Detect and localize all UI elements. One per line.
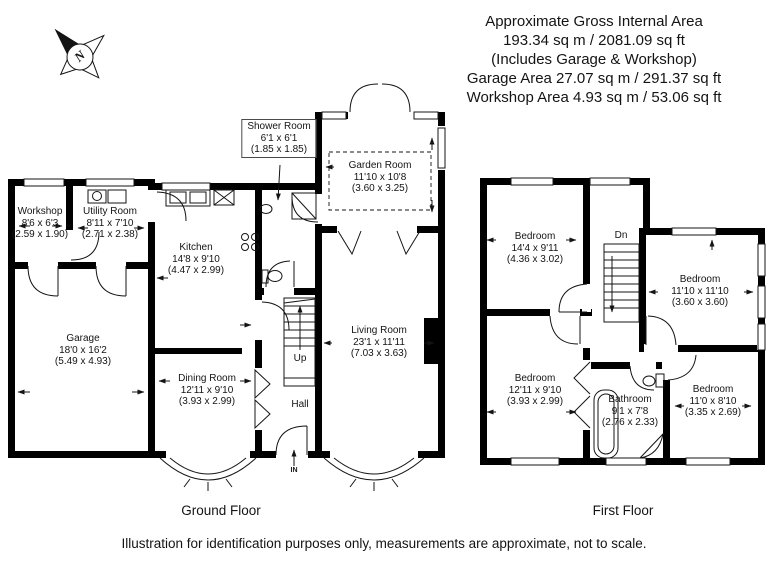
room-label-bathroom: Bathroom 9'1 x 7'8 (2.76 x 2.33) [601,394,659,428]
room-label-utility: Utility Room 8'11 x 7'10 (2.71 x 2.38) [81,206,139,240]
room-label-kitchen: Kitchen 14'8 x 9'10 (4.47 x 2.99) [167,242,225,276]
room-label-workshop: Workshop 8'6 x 6'3 (2.59 x 1.90) [11,206,69,240]
room-label-bedroom-3: Bedroom 12'11 x 9'10 (3.93 x 2.99) [506,373,564,407]
area-summary-line: Workshop Area 4.93 sq m / 53.06 sq ft [466,89,722,106]
room-label-bedroom-1: Bedroom 14'4 x 9'11 (4.36 x 3.02) [506,231,564,265]
room-label-dining-room: Dining Room 12'11 x 9'10 (3.93 x 2.99) [178,373,236,407]
area-summary-line: 193.34 sq m / 2081.09 sq ft [503,32,685,49]
ground-bay-windows [160,458,424,491]
ground-stairs-up [284,298,315,386]
area-summary-line: Approximate Gross Internal Area [485,13,703,30]
compass-north-label: N [71,47,89,65]
area-summary [424,12,764,107]
first-stairs-down [604,244,639,322]
room-label-living-room: Living Room 23'1 x 11'11 (7.03 x 3.63) [350,325,408,359]
first-floor-title: First Floor [592,503,654,518]
disclaimer-text: Illustration for identification purposes only, measurements are approximate, not to scale. [121,536,647,551]
room-label-garden-room: Garden Room 11'10 x 10'8 (3.60 x 3.25) [348,160,412,194]
stairs-up-label: Up [293,353,307,364]
stairs-down-label: Dn [614,230,628,241]
ground-floor-plan [8,84,446,491]
area-summary-line: (Includes Garage & Workshop) [491,51,697,68]
entrance-label: IN [290,467,298,474]
room-label-bedroom-2: Bedroom 11'10 x 11'10 (3.60 x 3.60) [671,274,729,308]
room-label-bedroom-4: Bedroom 11'0 x 8'10 (3.35 x 2.69) [684,384,742,418]
hall-label: Hall [291,399,309,410]
room-label-shower-room: Shower Room 6'1 x 6'1 (1.85 x 1.85) [241,119,316,158]
room-label-garage: Garage 18'0 x 16'2 (5.49 x 4.93) [54,333,112,367]
area-summary-line: Garage Area 27.07 sq m / 291.37 sq ft [466,70,722,87]
ground-floor-title: Ground Floor [181,503,261,518]
